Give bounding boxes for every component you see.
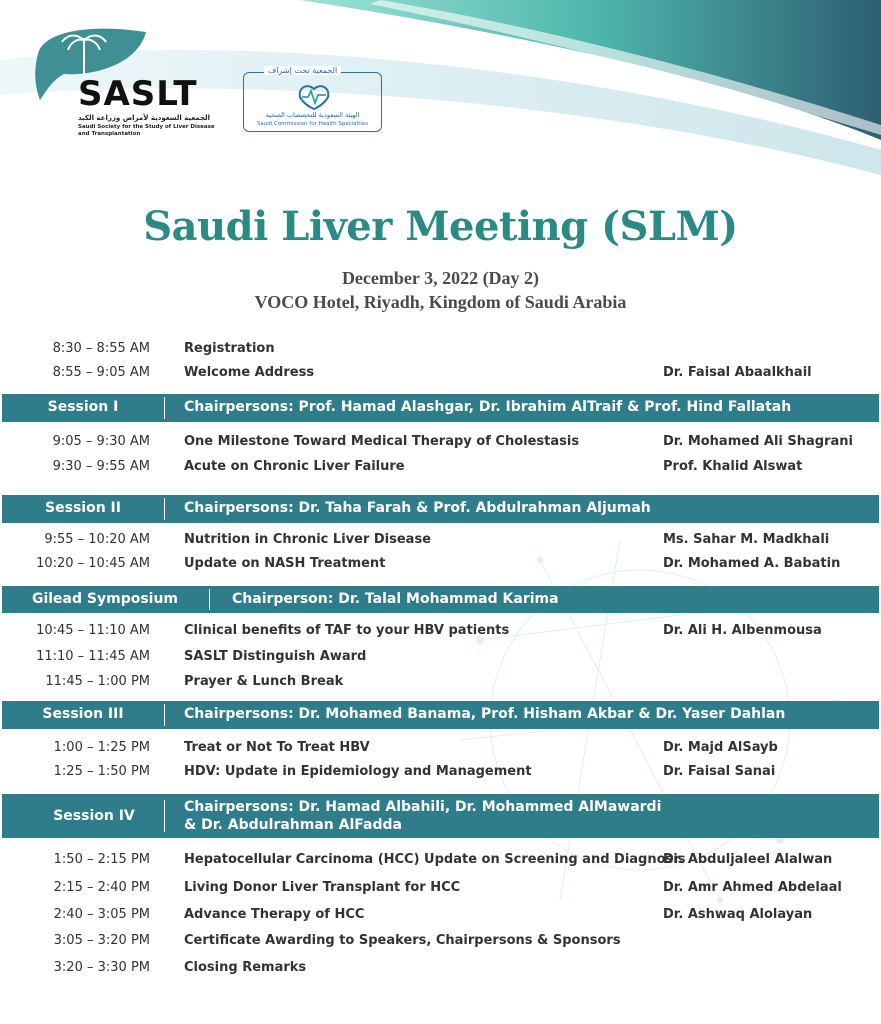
agenda-row: [0, 880, 881, 902]
agenda-time: 10:45 – 11:10 AM: [36, 623, 150, 638]
agenda-topic: Living Donor Liver Transplant for HCC: [184, 880, 461, 895]
agenda-speaker: Dr. Abduljaleel Alalwan: [663, 852, 833, 867]
agenda-topic: Welcome Address: [184, 365, 315, 380]
agenda-row: [0, 960, 881, 982]
bar-divider: [164, 800, 165, 832]
agenda-time: 1:25 – 1:50 PM: [53, 764, 150, 779]
symposium-bar: [2, 586, 879, 613]
agenda-row: [0, 341, 881, 363]
agenda-speaker: Prof. Khalid Alswat: [663, 459, 803, 474]
session-1-bar: [2, 394, 879, 422]
agenda-row: [0, 764, 881, 786]
agenda-speaker: Dr. Faisal Abaalkhail: [663, 365, 812, 380]
session-3-bar: [2, 701, 879, 729]
agenda-row: [0, 852, 881, 874]
agenda-row: [0, 623, 881, 645]
agenda-speaker: Dr. Mohamed Ali Shagrani: [663, 434, 853, 449]
agenda-row: [0, 907, 881, 929]
agenda-topic: Closing Remarks: [184, 960, 307, 975]
agenda-topic: Certificate Awarding to Speakers, Chairpersons & Sponsors: [184, 933, 621, 948]
agenda-time: 8:30 – 8:55 AM: [52, 341, 150, 356]
scfhs-arabic-name: الهيئة السعودية للتخصصات الصحية: [265, 111, 360, 119]
event-date: December 3, 2022 (Day 2): [341, 268, 540, 288]
agenda-topic: Update on NASH Treatment: [184, 556, 386, 571]
event-venue: VOCO Hotel, Riyadh, Kingdom of Saudi Arabia: [254, 292, 627, 312]
agenda-time: 11:10 – 11:45 AM: [36, 649, 150, 664]
scfhs-english-name: Saudi Commission for Health Specialties: [256, 121, 369, 127]
agenda-time: 9:55 – 10:20 AM: [44, 532, 150, 547]
bar-divider: [164, 397, 165, 419]
heartbeat-icon: [294, 81, 334, 111]
agenda-topic: Hepatocellular Carcinoma (HCC) Update on Screening and Diagnosis: [184, 852, 686, 867]
agenda-row: [0, 434, 881, 456]
agenda-time: 9:30 – 9:55 AM: [52, 459, 150, 474]
agenda-speaker: Dr. Mohamed A. Babatin: [663, 556, 841, 571]
agenda-time: 8:55 – 9:05 AM: [52, 365, 150, 380]
agenda-speaker: Dr. Amr Ahmed Abdelaal: [663, 880, 842, 895]
agenda-row: [0, 459, 881, 481]
session-chairs: Chairpersons: Prof. Hamad Alashgar, Dr. Ibrahim AlTraif & Prof. Hind Fallatah: [184, 399, 792, 415]
agenda-topic: Advance Therapy of HCC: [184, 907, 365, 922]
agenda-topic: Nutrition in Chronic Liver Disease: [184, 532, 432, 547]
saslt-logo: [34, 24, 224, 144]
agenda-speaker: Dr. Majd AlSayb: [663, 740, 778, 755]
page-title: Saudi Liver Meeting (SLM): [143, 203, 738, 250]
agenda-time: 2:15 – 2:40 PM: [53, 880, 150, 895]
agenda-row: [0, 933, 881, 955]
agenda-topic: Registration: [184, 341, 275, 356]
session-chairs-line2: & Dr. Abdulrahman AlFadda: [184, 817, 402, 833]
session-chairs-line1: Chairpersons: Dr. Hamad Albahili, Dr. Mohammed AlMawardi: [184, 799, 662, 815]
saslt-arabic-name: الجمعية السعودية لأمراض وزراعة الكبد: [78, 114, 211, 122]
agenda-time: 2:40 – 3:05 PM: [53, 907, 150, 922]
agenda-topic: One Milestone Toward Medical Therapy of Cholestasis: [184, 434, 580, 449]
agenda-speaker: Dr. Ali H. Albenmousa: [663, 623, 822, 638]
session-chairs: Chairpersons: Dr. Mohamed Banama, Prof. Hisham Akbar & Dr. Yaser Dahlan: [184, 706, 786, 722]
agenda-time: 3:05 – 3:20 PM: [53, 933, 150, 948]
session-chairs: Chairpersons: Dr. Taha Farah & Prof. Abdulrahman Aljumah: [184, 500, 651, 516]
session-4-bar: [2, 794, 879, 838]
agenda-time: 1:00 – 1:25 PM: [53, 740, 150, 755]
scfhs-logo: [243, 66, 382, 132]
bar-divider: [164, 498, 165, 520]
session-label: Session II: [45, 500, 121, 516]
session-2-bar: [2, 495, 879, 523]
bar-divider: [164, 704, 165, 726]
agenda-row: [0, 532, 881, 554]
agenda-speaker: Ms. Sahar M. Madkhali: [663, 532, 830, 547]
agenda-topic: HDV: Update in Epidemiology and Management: [184, 764, 532, 779]
session-label: Session IV: [53, 808, 135, 824]
session-label: Session III: [42, 706, 124, 722]
agenda-row: [0, 556, 881, 578]
agenda-topic: Prayer & Lunch Break: [184, 674, 344, 689]
saslt-english-name: Saudi Society for the Study of Liver Disease and Transplantation: [78, 124, 215, 137]
agenda-topic: Treat or Not To Treat HBV: [184, 740, 370, 755]
agenda-row: [0, 365, 881, 387]
bar-divider: [209, 589, 210, 610]
agenda-row: [0, 674, 881, 696]
session-label: Gilead Symposium: [31, 591, 179, 607]
agenda-speaker: Dr. Ashwaq Alolayan: [663, 907, 813, 922]
session-chairs: Chairperson: Dr. Talal Mohammad Karima: [232, 591, 559, 607]
agenda-time: 10:20 – 10:45 AM: [36, 556, 150, 571]
agenda-row: [0, 740, 881, 762]
agenda-row: [0, 649, 881, 671]
agenda-topic: Clinical benefits of TAF to your HBV patients: [184, 623, 510, 638]
saslt-logo-text: SASLT: [78, 74, 198, 114]
agenda-speaker: Dr. Faisal Sanai: [663, 764, 776, 779]
agenda-time: 3:20 – 3:30 PM: [53, 960, 150, 975]
scfhs-top-label: الجمعية تحت إشراف: [264, 66, 341, 75]
session-label: Session I: [47, 399, 119, 415]
agenda-topic: SASLT Distinguish Award: [184, 649, 367, 664]
agenda-time: 11:45 – 1:00 PM: [45, 674, 150, 689]
agenda-topic: Acute on Chronic Liver Failure: [184, 459, 405, 474]
agenda-time: 1:50 – 2:15 PM: [53, 852, 150, 867]
agenda-time: 9:05 – 9:30 AM: [52, 434, 150, 449]
